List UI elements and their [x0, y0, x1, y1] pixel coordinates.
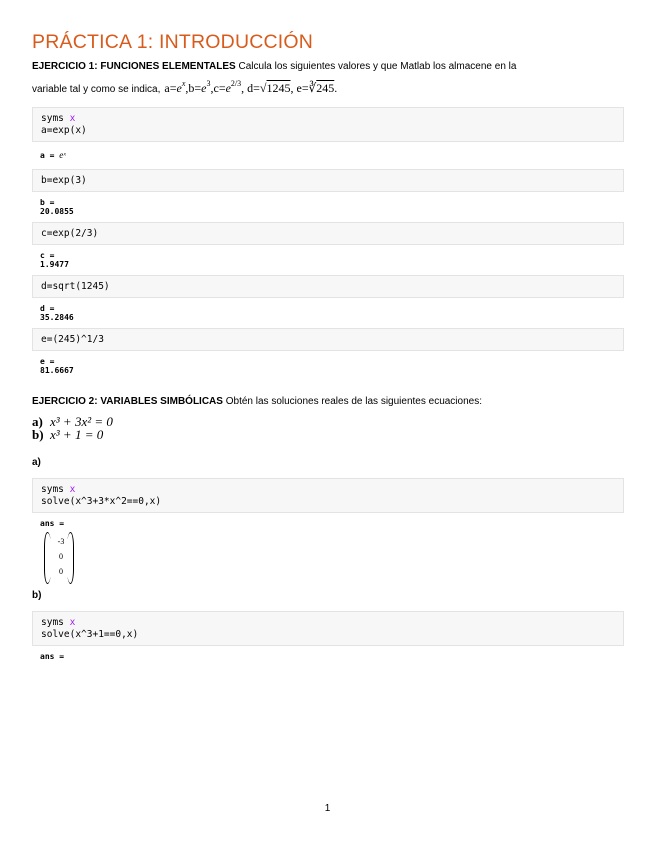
formula-a: $a=e^x$ — [164, 79, 186, 95]
exercise1-statement — [32, 60, 624, 74]
exercise2-statement — [32, 395, 624, 409]
exercise1-text: Calcula los siguientes valores y que Matlab los almacene en la — [235, 61, 517, 72]
output-solve-b-label: ans = — [40, 652, 65, 661]
document-page — [32, 30, 624, 667]
code-block-solve-a[interactable]: syms x solve(x^3+3*x^2==0,x) — [32, 478, 624, 513]
answer-matrix-a — [44, 532, 74, 582]
code-block-solve-b[interactable]: syms x solve(x^3+1==0,x) — [32, 611, 624, 646]
matrix-cell: 0 — [59, 567, 63, 576]
left-paren — [44, 532, 51, 584]
right-paren — [67, 532, 74, 584]
code-block-c[interactable]: c=exp(2/3) — [32, 222, 624, 245]
exercise2-heading: EJERCICIO 2: VARIABLES SIMBÓLICAS — [32, 396, 223, 407]
code-block-a[interactable]: syms x a=exp(x) — [32, 107, 624, 142]
matrix-cell: -3 — [57, 537, 65, 546]
output-b: b = 20.0855 — [40, 198, 74, 216]
equation-a: a) x³ + 3x² = 0 — [32, 414, 113, 429]
exercise1-heading: EJERCICIO 1: FUNCIONES ELEMENTALES — [32, 61, 236, 72]
page-number: 1 — [324, 803, 331, 814]
exercise1-formulas-line: variable tal y como se indica, $a=e^x$ , $b=e^3$ , $c=e^{2/3}$ , d=√1245 , e=∛245 . — [32, 79, 338, 95]
formula-b: $b=e^3$ — [188, 79, 211, 95]
formula-d: d=√1245 — [247, 81, 291, 95]
code-block-e[interactable]: e=(245)^1/3 — [32, 328, 624, 351]
output-c: c = 1.9477 — [40, 251, 69, 269]
code-block-d[interactable]: d=sqrt(1245) — [32, 275, 624, 298]
output-d: d = 35.2846 — [40, 304, 74, 322]
subsection-b-heading: b) — [32, 590, 42, 601]
code-block-b[interactable]: b=exp(3) — [32, 169, 624, 192]
formula-c: $c=e^{2/3}$ — [213, 79, 242, 95]
subsection-a-heading: a) — [32, 457, 41, 468]
output-a: a = eˣ — [40, 150, 66, 160]
output-solve-a-label: ans = — [40, 519, 65, 528]
equation-b: b) x³ + 1 = 0 — [32, 427, 104, 442]
output-e: e = 81.6667 — [40, 357, 74, 375]
formula-e: e=∛245 — [296, 81, 335, 95]
page-title: PRÁCTICA 1: INTRODUCCIÓN — [32, 31, 314, 53]
matrix-cell: 0 — [59, 552, 63, 561]
equation-list — [32, 415, 624, 441]
exercise1-text-line2: variable tal y como se indica, — [32, 84, 161, 95]
exercise2-text: Obtén las soluciones reales de las siguientes ecuaciones: — [222, 396, 482, 407]
